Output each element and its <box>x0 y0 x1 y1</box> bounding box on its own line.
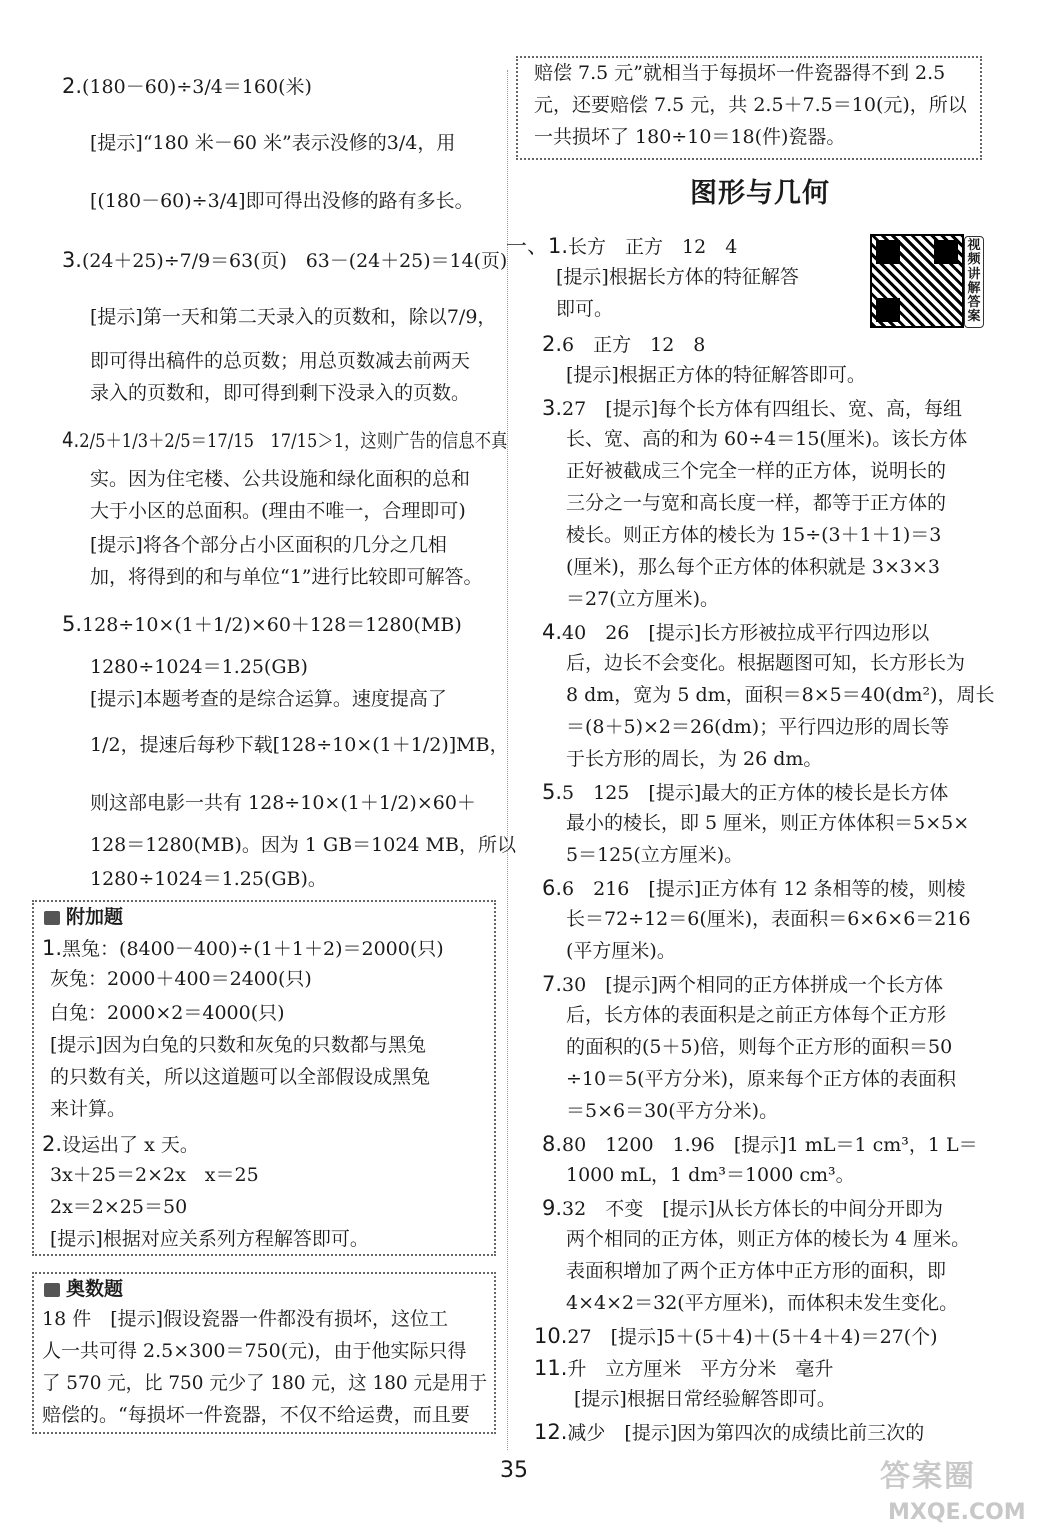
answer-text: [提示]“180 米－60 米”表示没修的3/4，用 <box>90 132 456 154</box>
answer-text: (平方厘米)。 <box>566 940 676 962</box>
answer-text: 长方 正方 12 4 <box>568 236 738 258</box>
section-title: 图形与几何 <box>690 178 830 209</box>
answer-text: (180－60)÷3/4＝160(米) <box>82 76 312 98</box>
answer-text: [(180－60)÷3/4]即可得出没修的路有多长。 <box>90 190 474 212</box>
answer-text: 80 1200 1.96 [提示]1 mL＝1 cm³，1 L＝ <box>562 1134 978 1156</box>
item-number: 2. <box>62 74 83 98</box>
item-number: 6. <box>542 876 563 900</box>
answer-text: 升 立方厘米 平方分米 毫升 <box>567 1358 834 1380</box>
answer-text: 三分之一与宽和高长度一样，都等于正方体的 <box>566 492 947 514</box>
answer-text: 加，将得到的和与单位“1”进行比较即可解答。 <box>90 566 483 588</box>
watermark-logo: 答案圈 <box>880 1459 976 1494</box>
answer-text: 灰兔：2000＋400＝2400(只) <box>50 968 312 990</box>
answer-text: [提示]根据日常经验解答即可。 <box>574 1388 836 1410</box>
answer-line <box>566 430 967 449</box>
answer-text: [提示]根据对应关系列方程解答即可。 <box>50 1228 369 1250</box>
answer-line <box>566 1070 956 1089</box>
answer-text: 128÷10×(1＋1/2)×60＋128＝1280(MB) <box>82 614 462 636</box>
item-number: 11. <box>534 1356 568 1380</box>
answer-line <box>90 470 470 489</box>
answer-line <box>566 526 941 545</box>
answer-line <box>90 658 308 677</box>
answer-line <box>542 398 962 419</box>
answer-text: 4×4×2＝32(平方厘米)，而体积未发生变化。 <box>566 1292 959 1314</box>
answer-text: 18 件 [提示]假设瓷器一件都没有损坏，这位工 <box>42 1308 449 1330</box>
answer-text: ＝5×6＝30(平方分米)。 <box>566 1100 779 1122</box>
answer-text: 人一共可得 2.5×300＝750(元)，由于他实际只得 <box>42 1340 467 1362</box>
olympiad-box <box>32 1272 496 1434</box>
answer-text: (24＋25)÷7/9＝63(页) 63－(24＋25)＝14(页) <box>81 250 508 272</box>
column-divider <box>507 70 508 1450</box>
answer-line <box>90 836 516 855</box>
answer-text: 则这部电影一共有 128÷10×(1＋1/2)×60＋ <box>90 792 476 814</box>
answer-text: 设运出了 x 天。 <box>62 1134 199 1156</box>
answer-line <box>566 846 743 865</box>
answer-line <box>542 878 965 899</box>
answer-line <box>566 462 946 481</box>
answer-text: 5＝125(立方厘米)。 <box>566 844 744 866</box>
answer-text: 表面积增加了两个正方体中正方形的面积，即 <box>566 1260 947 1282</box>
answer-line <box>566 814 969 833</box>
answer-line <box>534 1358 833 1379</box>
answer-line <box>556 300 613 319</box>
answer-line <box>556 268 799 287</box>
answer-line <box>90 536 447 555</box>
answer-line <box>566 366 866 385</box>
answer-text: 的面积的(5＋5)倍，则每个正方形的面积＝50 <box>566 1036 953 1058</box>
item-number: 5. <box>62 612 83 636</box>
answer-line <box>566 494 946 513</box>
answer-text: 长＝72÷12＝6(厘米)，表面积＝6×6×6＝216 <box>566 908 971 930</box>
qr-code-icon[interactable] <box>870 234 964 328</box>
item-number: 8. <box>542 1132 563 1156</box>
answer-text: 于长方形的周长，为 26 dm。 <box>566 748 823 770</box>
answer-line <box>566 686 995 705</box>
answer-line <box>542 782 948 803</box>
item-number: 3. <box>542 396 563 420</box>
answer-line <box>542 1198 943 1219</box>
answer-text: 最小的棱长，即 5 厘米，则正方体体积＝5×5× <box>566 812 970 834</box>
answer-text: 1/2，提速后每秒下载[128÷10×(1＋1/2)]MB， <box>90 734 509 756</box>
answer-text: 128＝1280(MB)。因为 1 GB＝1024 MB，所以 <box>90 834 516 856</box>
answer-line <box>566 558 940 577</box>
answer-text: 即可。 <box>556 298 614 320</box>
item-number: 2. <box>542 332 563 356</box>
answer-text: 32 不变 [提示]从长方体长的中间分开即为 <box>562 1198 944 1220</box>
book-icon <box>44 911 60 925</box>
answer-line <box>566 1262 946 1281</box>
answer-text: 正好被截成三个完全一样的正方体，说明长的 <box>566 460 947 482</box>
item-number: 7. <box>542 972 563 996</box>
item-number: 5. <box>542 780 563 804</box>
answer-text: [提示]因为白兔的只数和灰兔的只数都与黑兔 <box>50 1034 426 1056</box>
answer-text: 黑兔：(8400－400)÷(1＋1＋2)＝2000(只) <box>62 938 444 960</box>
answer-line <box>574 1390 836 1409</box>
answer-line <box>542 974 943 995</box>
answer-text: 3x＋25＝2×2x x＝25 <box>50 1164 259 1186</box>
answer-text: 6 正方 12 8 <box>562 334 706 356</box>
answer-line <box>90 134 455 153</box>
answer-line <box>90 736 509 755</box>
answer-line <box>542 334 705 355</box>
answer-text: (厘米)，那么每个正方体的体积就是 3×3×3 <box>566 556 940 578</box>
book-icon <box>44 1283 60 1297</box>
answer-text: 一共损坏了 180÷10＝18(件)瓷器。 <box>534 126 846 148</box>
answer-line <box>566 718 949 737</box>
answer-line <box>542 1134 978 1155</box>
answer-line <box>566 942 676 961</box>
watermark-url: MXQE.COM <box>888 1500 1026 1525</box>
answer-text: 棱长。则正方体的棱长为 15÷(3＋1＋1)＝3 <box>566 524 942 546</box>
answer-text: 赔偿的。“每损坏一件瓷器，不仅不给运费，而且要 <box>42 1404 470 1426</box>
answer-line <box>566 654 965 673</box>
answer-line <box>62 614 462 635</box>
answer-text: 来计算。 <box>50 1098 127 1120</box>
answer-text: 后，长方体的表面积是之前正方体每个正方形 <box>566 1004 947 1026</box>
item-number: 2. <box>42 1132 63 1156</box>
answer-text: 了 570 元，比 750 元少了 180 元，这 180 元是用于 <box>42 1372 488 1394</box>
answer-line <box>62 76 312 97</box>
answer-text: 实。因为住宅楼、公共设施和绿化面积的总和 <box>90 468 471 490</box>
answer-text: 1000 mL，1 dm³＝1000 cm³。 <box>566 1164 855 1186</box>
page-number: 35 <box>500 1458 528 1483</box>
answer-line <box>566 1006 946 1025</box>
answer-text: [提示]第一天和第二天录入的页数和，除以7/9， <box>90 306 497 328</box>
answer-line <box>90 384 470 403</box>
answer-text: [提示]根据长方体的特征解答 <box>556 266 799 288</box>
answer-text: 大于小区的总面积。(理由不唯一，合理即可) <box>90 500 466 522</box>
item-number: 1. <box>42 936 63 960</box>
continued-answer-box <box>516 56 982 160</box>
answer-line <box>90 870 327 889</box>
answer-line <box>62 250 507 271</box>
answer-line <box>566 590 719 609</box>
qr-label: 视频讲解答案 <box>964 236 984 328</box>
answer-text: 1280÷1024＝1.25(GB) <box>90 656 308 678</box>
answer-text: ＝27(立方厘米)。 <box>566 588 720 610</box>
extra-questions-title: 附加题 <box>44 908 123 927</box>
answer-text: 即可得出稿件的总页数；用总页数减去前两天 <box>90 350 471 372</box>
answer-text: 白兔：2000×2＝4000(只) <box>50 1002 285 1024</box>
answer-text: 40 26 [提示]长方形被拉成平行四边形以 <box>562 622 930 644</box>
answer-text: [提示]根据正方体的特征解答即可。 <box>566 364 866 386</box>
answer-line <box>566 1230 970 1249</box>
answer-text: ＝(8＋5)×2＝26(dm)；平行四边形的周长等 <box>566 716 950 738</box>
item-number: 12. <box>534 1420 568 1444</box>
answer-text: 2/5＋1/3＋2/5＝17/15 17/15＞1，这则广告的信息不真 <box>79 430 508 452</box>
answer-line <box>506 236 737 257</box>
item-number: 一、1. <box>506 234 569 258</box>
answer-text: 2x＝2×25＝50 <box>50 1196 188 1218</box>
answer-line <box>90 308 496 327</box>
answer-line <box>90 794 476 813</box>
answer-line <box>566 910 971 929</box>
item-number: 9. <box>542 1196 563 1220</box>
item-number: 4. <box>62 428 80 452</box>
answer-text: 6 216 [提示]正方体有 12 条相等的棱，则棱 <box>562 878 966 900</box>
answer-line <box>534 1326 938 1347</box>
answer-line <box>566 750 822 769</box>
item-number: 4. <box>542 620 563 644</box>
answer-text: 元，还要赔偿 7.5 元，共 2.5＋7.5＝10(元)，所以 <box>534 94 967 116</box>
answer-line <box>566 1166 855 1185</box>
item-number: 10. <box>534 1324 568 1348</box>
answer-line <box>566 1038 952 1057</box>
answer-text: 赔偿 7.5 元”就相当于每损坏一件瓷器得不到 2.5 <box>534 62 946 84</box>
answer-line <box>566 1102 778 1121</box>
answer-text: 减少 [提示]因为第四次的成绩比前三次的 <box>567 1422 925 1444</box>
answer-line <box>90 568 483 587</box>
answer-text: 后，边长不会变化。根据题图可知，长方形长为 <box>566 652 966 674</box>
answer-line <box>90 192 474 211</box>
olympiad-title: 奥数题 <box>44 1280 123 1299</box>
answer-line <box>542 622 929 643</box>
answer-text: 的只数有关，所以这道题可以全部假设成黑兔 <box>50 1066 431 1088</box>
answer-text: [提示]本题考查的是综合运算。速度提高了 <box>90 688 447 710</box>
answer-text: 1280÷1024＝1.25(GB)。 <box>90 868 327 890</box>
answer-text: ÷10＝5(平方分米)，原来每个正方体的表面积 <box>566 1068 957 1090</box>
answer-text: 8 dm，宽为 5 dm，面积＝8×5＝40(dm²)，周长 <box>566 684 995 706</box>
answer-text: 两个相同的正方体，则正方体的棱长为 4 厘米。 <box>566 1228 971 1250</box>
item-number: 3. <box>62 248 82 272</box>
answer-text: 27 [提示]5＋(5＋4)＋(5＋4＋4)＝27(个) <box>567 1326 938 1348</box>
answer-text: 录入的页数和，即可得到剩下没录入的页数。 <box>90 382 471 404</box>
answer-line <box>534 1422 924 1443</box>
answer-text: 30 [提示]两个相同的正方体拼成一个长方体 <box>562 974 944 996</box>
answer-text: [提示]将各个部分占小区面积的几分之几相 <box>90 534 447 556</box>
answer-line <box>90 352 470 371</box>
answer-line <box>62 430 507 451</box>
answer-text: 长、宽、高的和为 60÷4＝15(厘米)。该长方体 <box>566 428 968 450</box>
answer-text: 27 [提示]每个长方体有四组长、宽、高，每组 <box>562 398 963 420</box>
answer-text: 5 125 [提示]最大的正方体的棱长是长方体 <box>562 782 949 804</box>
answer-line <box>90 502 466 521</box>
extra-questions-box <box>32 900 496 1256</box>
answer-line <box>90 690 447 709</box>
answer-line <box>566 1294 958 1313</box>
